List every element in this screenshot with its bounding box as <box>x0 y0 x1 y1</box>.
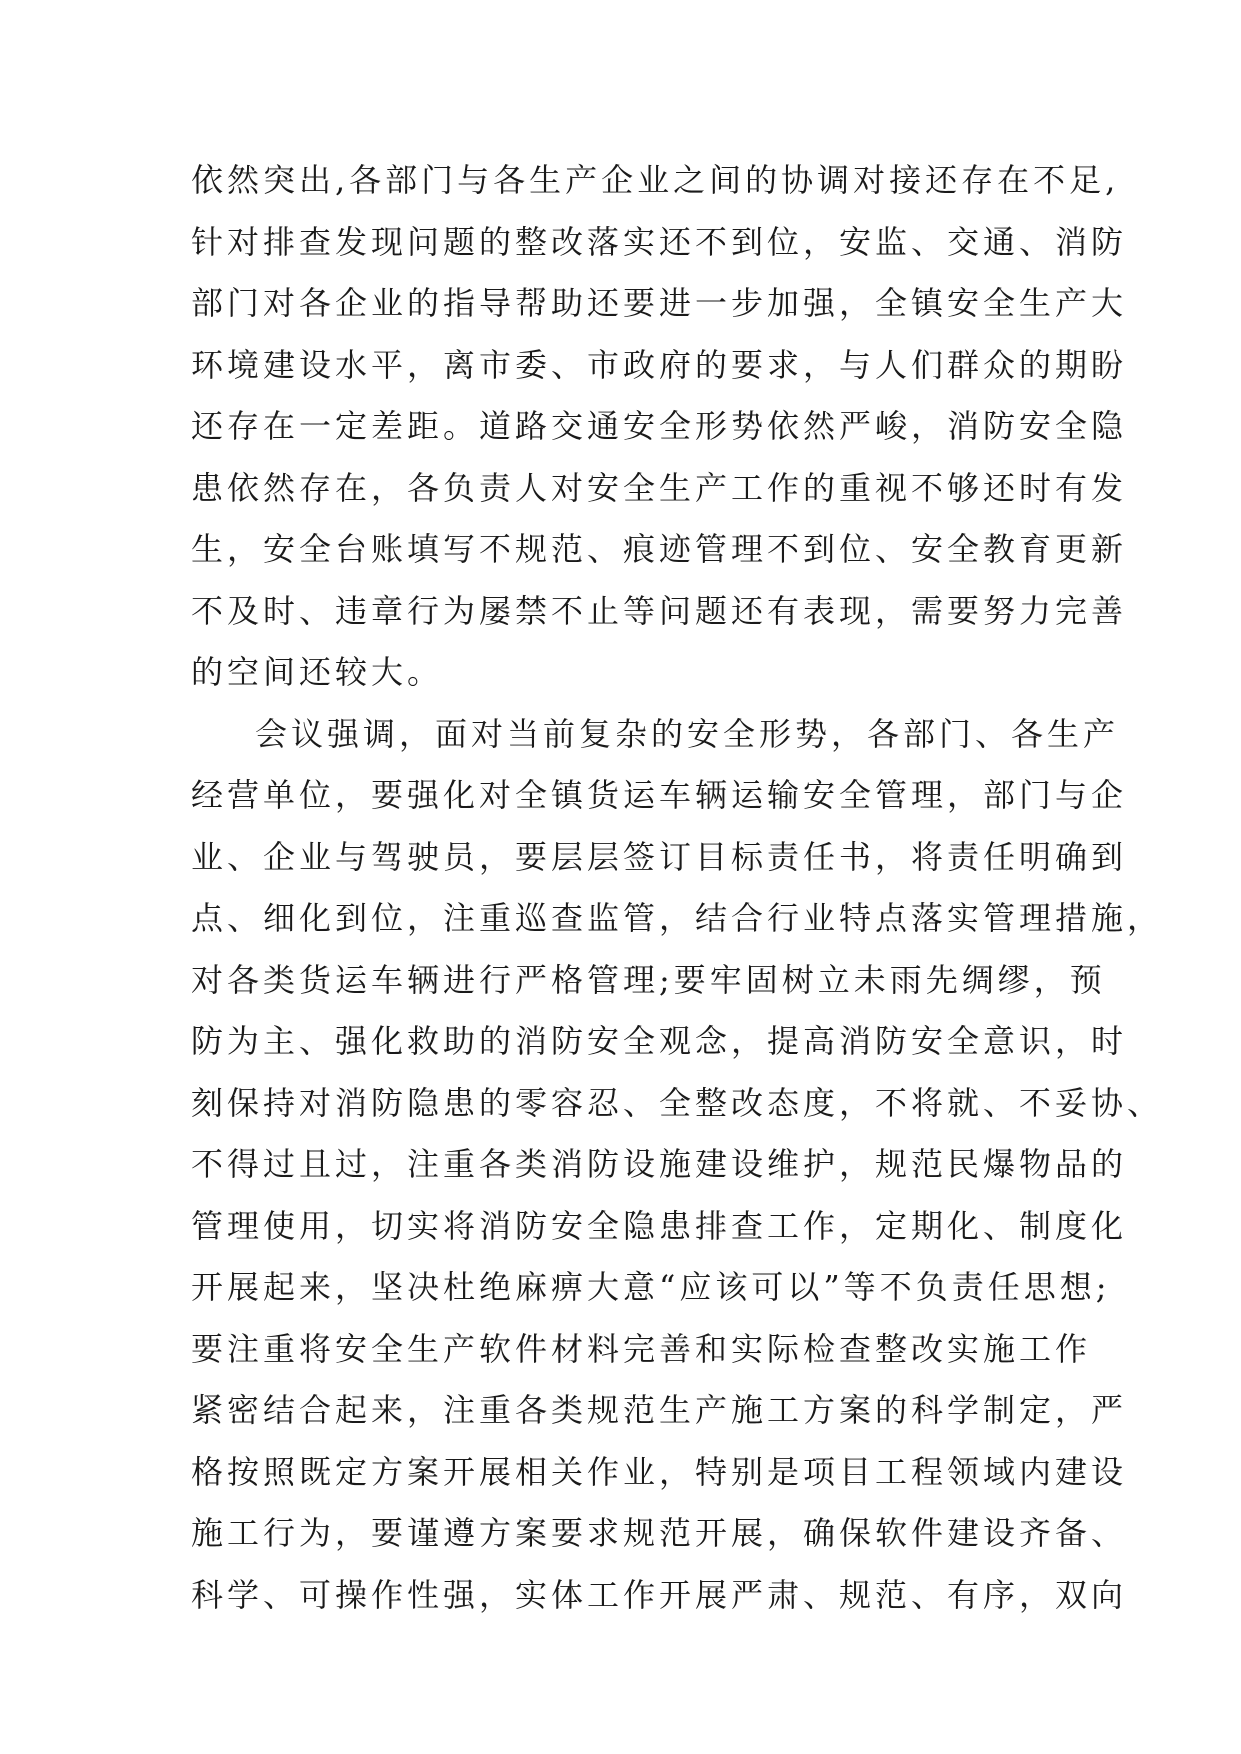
text-line: 刻保持对消防隐患的零容忍、全整改态度，不将就、不妥协、 <box>191 1083 1164 1122</box>
text-line: 格按照既定方案开展相关作业，特别是项目工程领域内建设 <box>191 1452 1128 1491</box>
text-line: 施工行为，要谨遵方案要求规范开展，确保软件建设齐备、 <box>191 1514 1128 1552</box>
text-line: 还存在一定差距。道路交通安全形势依然严峻，消防安全隐 <box>191 407 1128 445</box>
text-line: 点、细化到位，注重巡查监管，结合行业特点落实管理措施， <box>191 899 1164 937</box>
paragraph-first-line: 会议强调，面对当前复杂的安全形势，各部门、各生产 <box>255 714 1120 753</box>
text-line: 不得过且过，注重各类消防设施建设维护，规范民爆物品的 <box>191 1145 1128 1183</box>
text-line: 业、企业与驾驶员，要层层签订目标责任书，将责任明确到 <box>191 837 1128 876</box>
text-line: 紧密结合起来，注重各类规范生产施工方案的科学制定，严 <box>191 1391 1128 1429</box>
text-line: 对各类货运车辆进行严格管理;要牢固树立未雨先绸缪，预 <box>191 960 1106 999</box>
text-line: 不及时、违章行为屡禁不止等问题还有表现，需要努力完善 <box>191 591 1128 630</box>
text-line: 环境建设水平，离市委、市政府的要求，与人们群众的期盼 <box>191 345 1128 384</box>
text-line: 的空间还较大。 <box>191 653 444 691</box>
body-text <box>191 150 1164 1626</box>
text-line: 生，安全台账填写不规范、痕迹管理不到位、安全教育更新 <box>191 530 1128 568</box>
text-line: 依然突出,各部门与各生产企业之间的协调对接还存在不足, <box>191 161 1120 199</box>
text-line: 科学、可操作性强，实体工作开展严肃、规范、有序，双向 <box>191 1575 1128 1614</box>
text-line: 部门对各企业的指导帮助还要进一步加强，全镇安全生产大 <box>191 284 1128 322</box>
text-line: 防为主、强化救助的消防安全观念，提高消防安全意识，时 <box>191 1022 1128 1060</box>
text-line: 患依然存在，各负责人对安全生产工作的重视不够还时有发 <box>191 468 1128 507</box>
text-line: 开展起来，坚决杜绝麻痹大意“应该可以”等不负责任思想; <box>191 1268 1111 1306</box>
text-line: 经营单位，要强化对全镇货运车辆运输安全管理，部门与企 <box>191 776 1128 814</box>
text-line: 管理使用，切实将消防安全隐患排查工作，定期化、制度化 <box>191 1206 1128 1245</box>
text-line: 针对排查发现问题的整改落实还不到位，安监、交通、消防 <box>191 222 1128 261</box>
text-line: 要注重将安全生产软件材料完善和实际检查整改实施工作 <box>191 1329 1092 1368</box>
